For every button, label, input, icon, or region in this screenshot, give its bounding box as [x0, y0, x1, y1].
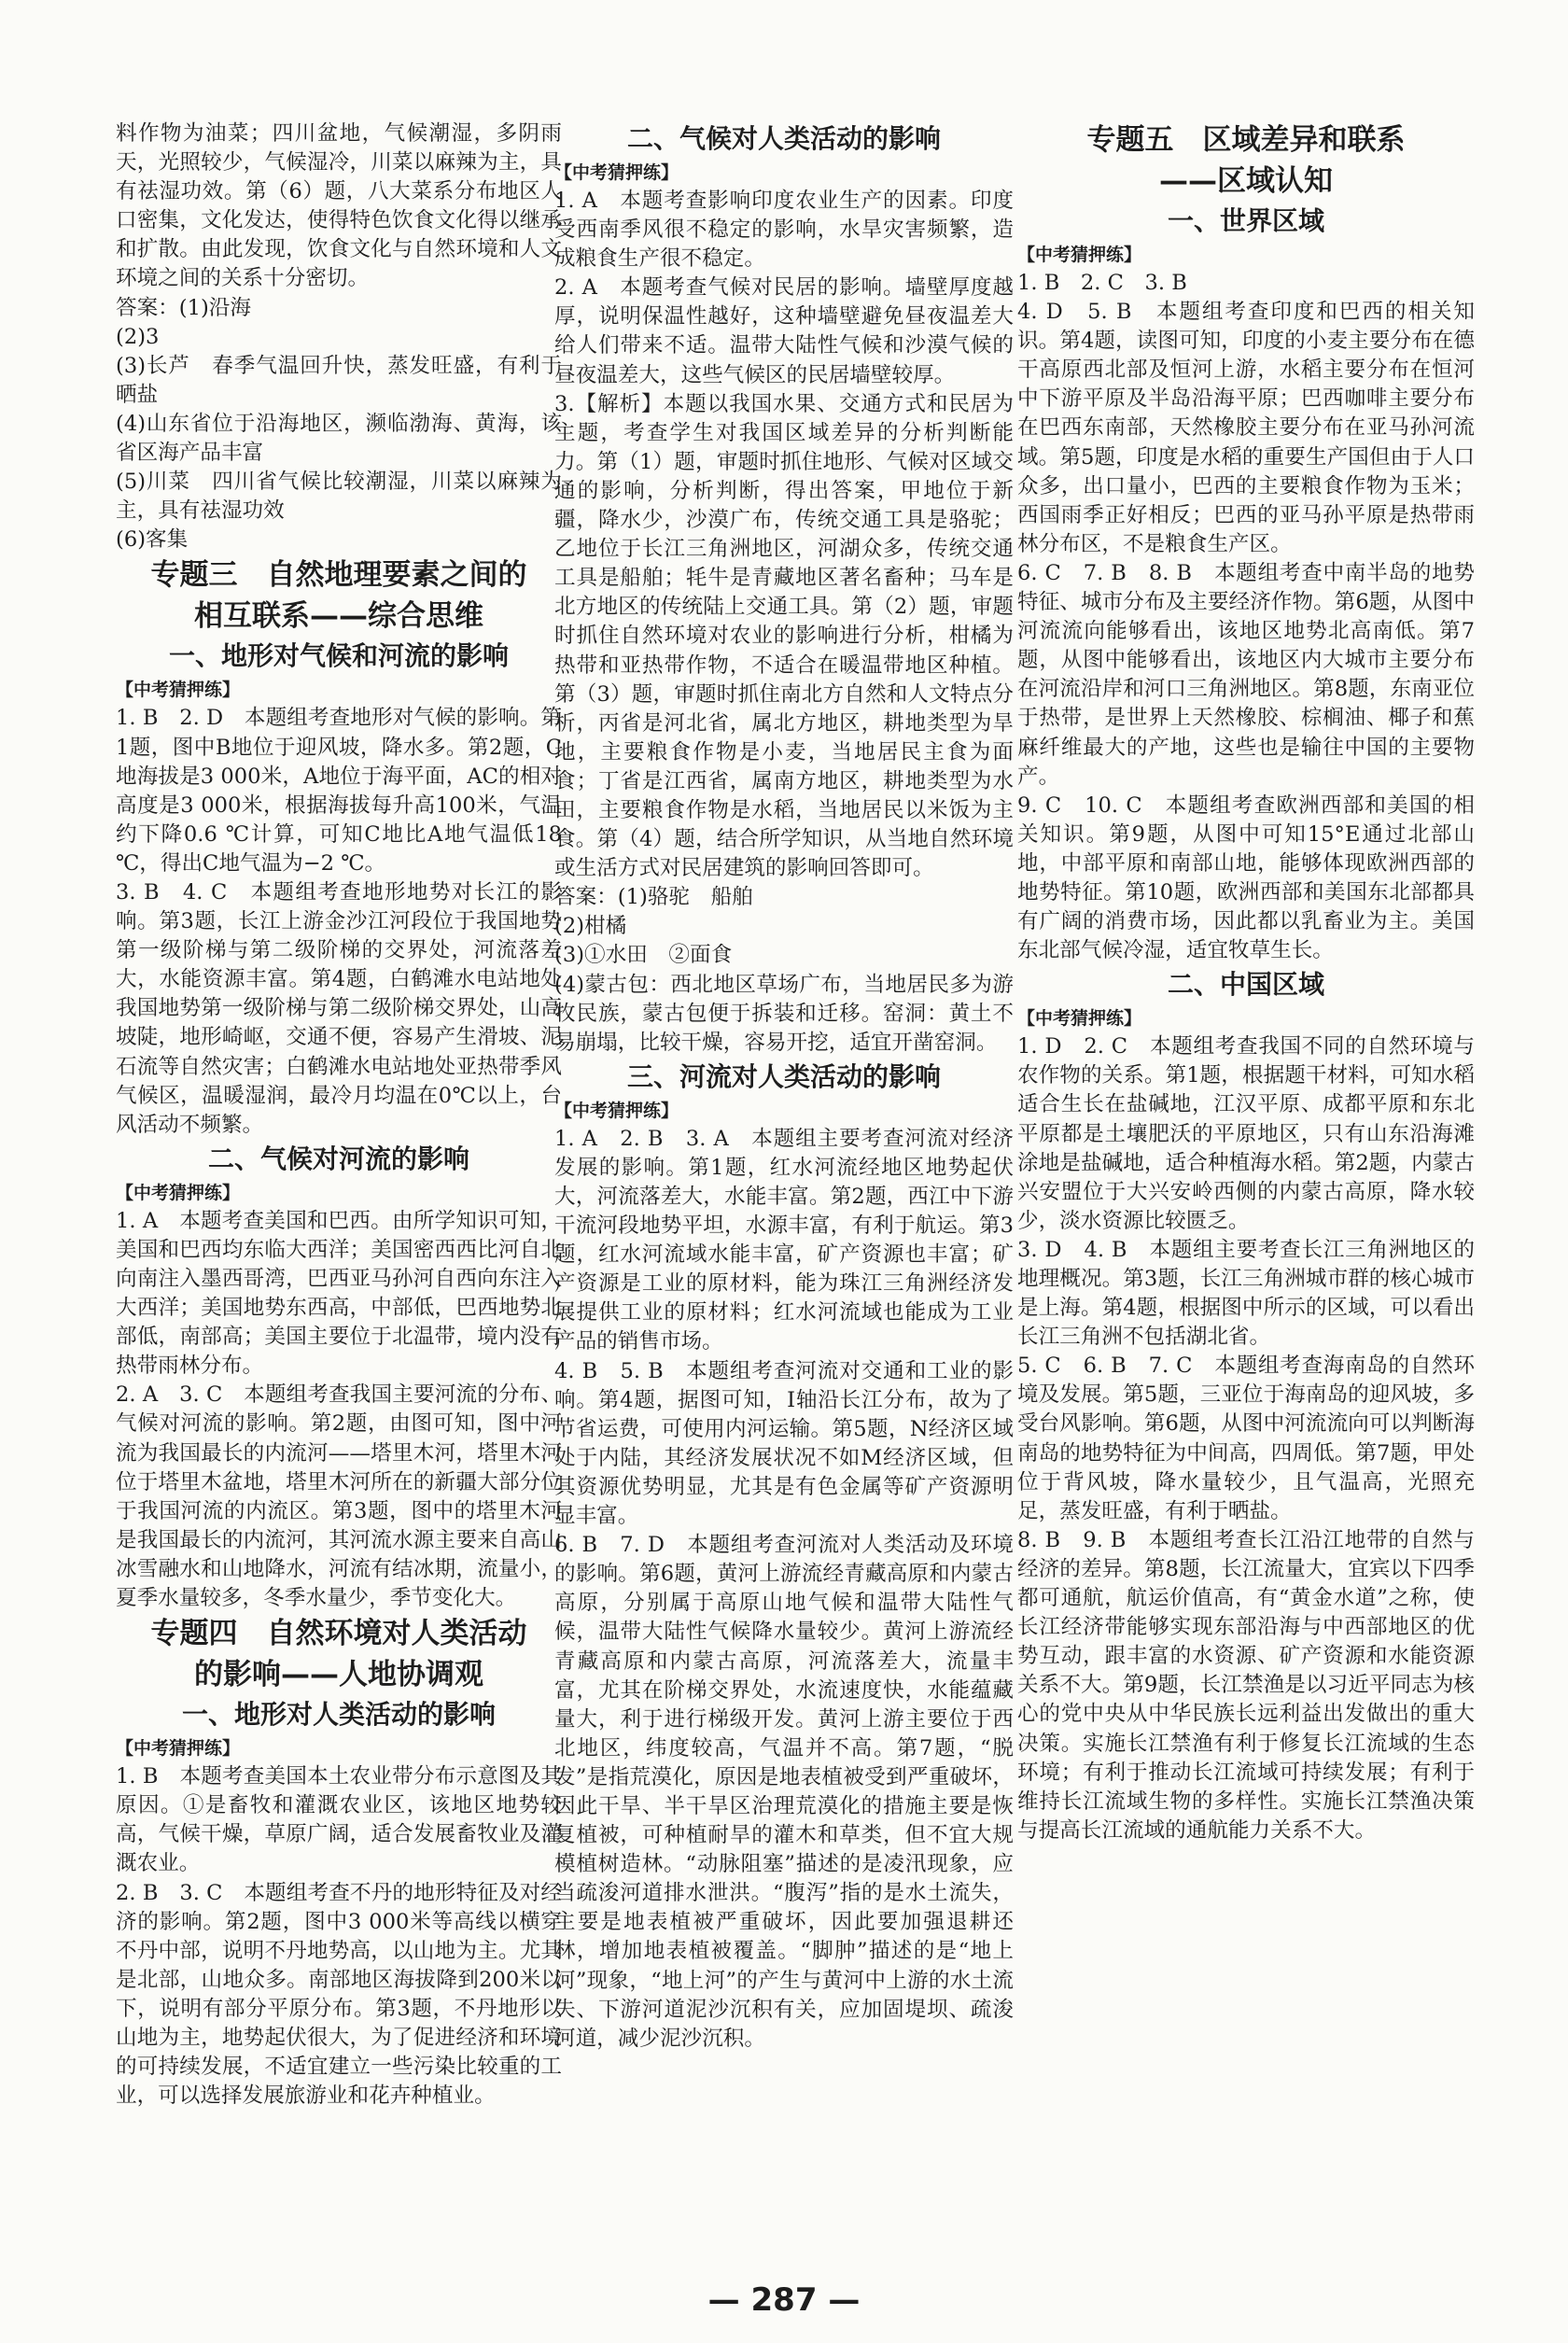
topic-heading-col1-7: 专题三 自然地理要素之间的	[150, 558, 527, 593]
paragraph-col2-2: 1. A 本题考查影响印度农业生产的因素。印度受西南季风很不稳定的影响，水旱灾害频繁，造成粮食生产很不稳定。	[554, 189, 1014, 272]
paragraph-col1-3: (3)长芦 春季气温回升快，蒸发旺盛，有利于晒盐	[116, 353, 562, 407]
column-right	[1017, 119, 1475, 1845]
paragraph-col2-11: 1. A 2. B 3. A 本题组主要考查河流对经济发展的影响。第1题，红水河流经地区地势起伏大，河流落差大，水能丰富。第2题，西江中下游干流河段地势平坦，水源丰富，有利于航运。第3题，红水河流域水能丰富，矿产资源也丰富；矿产资源是工业的原材料，能为珠江三角洲经济发展提供工业的原材料；红水河流域也能成为工业产品的销售市场。	[554, 1126, 1014, 1354]
exercise-tag-col1-10: 【中考猜押练】	[116, 680, 241, 701]
section-heading-col3-2: 一、世界区域	[1167, 205, 1324, 236]
section-heading-col2-9: 三、河流对人类活动的影响	[626, 1060, 941, 1092]
paragraph-col3-5: 4. D 5. B 本题组考查印度和巴西的相关知识。第4题，读图可知，印度的小麦主要分布在德干高原西北部及恒河上游，水稻主要分布在恒河中下游平原及半岛沿海平原；巴西咖啡主要分布在巴西东南部，天然橡胶主要分布在亚马孙河流域。第5题，印度是水稻的重要生产国但由于人口众多，出口量小，巴西的主要粮食作物为玉米；西国雨季正好相反；巴西的亚马孙平原是热带雨林分布区，不是粮食生产区。	[1017, 300, 1475, 556]
exercise-tag-col1-14: 【中考猜押练】	[116, 1182, 241, 1203]
paragraph-col1-16: 2. A 3. C 本题组考查我国主要河流的分布、气候对河流的影响。第2题，由图可知，图中河流为我国最长的内流河——塔里木河，塔里木河位于塔里木盆地，塔里木河所在的新疆大部分位于我国河流的内流区。第3题，图中的塔里木河是我国最长的内流河，其河流水源主要来自高山冰雪融水和山地降水，河流有结冰期，流量小，夏季水量较多，冬季水量少，季节变化大。	[116, 1382, 562, 1611]
exercise-tag-col3-9: 【中考猜押练】	[1017, 1008, 1142, 1030]
paragraph-col1-11: 1. B 2. D 本题组考查地形对气候的影响。第1题，图中B地位于迎风坡，降水多。第2题，C地海拔是3 000米，A地位于海平面，AC的相对高度是3 000米，根据海拔每升高100米，气温约下降0.6 ℃计算，可知C地比A地气温低18 ℃，得出C地气温为−2 ℃。	[116, 706, 562, 876]
paragraph-col3-10: 1. D 2. C 本题组考查我国不同的自然环境与农作物的关系。第1题，根据题干材料，可知水稻适合生长在盐碱地，江汉平原、成都平原和东北平原都是土壤肥沃的平原地区，只有山东沿海滩涂地是盐碱地，适合种植海水稻。第2题，内蒙古兴安盟位于大兴安岭西侧的内蒙古高原，降水较少，淡水资源比较匮乏。	[1017, 1034, 1475, 1233]
section-heading-col1-9: 一、地形对气候和河流的影响	[168, 640, 509, 672]
topic-heading-col1-18: 的影响——人地协调观	[194, 1658, 483, 1692]
exercise-tag-col2-1: 【中考猜押练】	[554, 162, 679, 183]
topic-heading-col1-8: 相互联系——综合思维	[194, 599, 483, 634]
page-number: — 287 —	[707, 2281, 861, 2319]
column-left	[116, 119, 562, 2111]
paragraph-col1-15: 1. A 本题考查美国和巴西。由所学知识可知，美国和巴西均东临大西洋；美国密西西比河自北向南注入墨西哥湾，巴西亚马孙河自西向东注入大西洋；美国地势东西高，中部低，巴西地势北部低，南部高；美国主要位于北温带，境内没有热带雨林分布。	[116, 1208, 562, 1379]
paragraph-col1-22: 2. B 3. C 本题组考查不丹的地形特征及对经济的影响。第2题，图中3 000米等高线以横穿不丹中部，说明不丹地势高，以山地为主。尤其是北部，山地众多。南部地区海拔降到200米以下，说明有部分平原分布。第3题，不丹地形以山地为主，地势起伏很大，为了促进经济和环境的可持续发展，不适宜建立一些污染比较重的工业，可以选择发展旅游业和花卉种植业。	[116, 1880, 562, 2109]
paragraph-col3-12: 5. C 6. B 7. C 本题组考查海南岛的自然环境及发展。第5题，三亚位于海南岛的迎风坡，多受台风影响。第6题，从图中河流流向可以判断海南岛的地势特征为中间高，四周低。第7题，甲处位于背风坡，降水量较少，且气温高，光照充足，蒸发旺盛，有利于晒盐。	[1017, 1354, 1475, 1523]
paragraph-col1-1: 答案：(1)沿海	[116, 295, 251, 320]
paragraph-col1-4: (4)山东省位于沿海地区，濒临渤海、黄海，该省区海产品丰富	[116, 411, 562, 466]
paragraph-col2-13: 6. B 7. D 本题组考查河流对人类活动及环境的影响。第6题，黄河上游流经青藏高原和内蒙古高原，分别属于高原山地气候和温带大陆性气候，温带大陆性气候降水量较少。黄河上游流经青藏高原和内蒙古高原，河流落差大，流量丰富，尤其在阶梯交界处，水流速度快，水能蕴藏量大，利于进行梯级开发。黄河上游主要位于西北地区，纬度较高，气温并不高。第7题，“脱发”是指荒漠化，原因是地表植被受到严重破坏，因此干旱、半干旱区治理荒漠化的措施主要是恢复植被，可种植耐旱的灌木和草类，但不宜大规模植树造林。“动脉阻塞”描述的是凌汛现象，应当疏浚河道排水泄洪。“腹泻”指的是水土流失，主要是地表植被严重破坏，因此要加强退耕还林，增加地表植被覆盖。“脚肿”描述的是“地上河”现象，“地上河”的产生与黄河中上游的水土流失、下游河道泥沙沉积有关，应加固堤坝、疏浚河道，减少泥沙沉积。	[554, 1533, 1014, 2051]
paragraph-col2-8: (4)蒙古包：西北地区草场广布，当地居民多为游牧民族，蒙古包便于拆装和迁移。窑洞：黄土不易崩塌，比较干燥，容易开挖，适宜开凿窑洞。	[554, 972, 1014, 1055]
paragraph-col2-4: 3.【解析】本题以我国水果、交通方式和民居为主题，考查学生对我国区域差异的分析判断能力。第（1）题，审题时抓住地形、气候对区域交通的影响，分析判断，得出答案，甲地位于新疆，降水少，沙漠广布，传统交通工具是骆驼；乙地位于长江三角洲地区，河湖众多，传统交通工具是船舶；牦牛是青藏地区著名畜种；马车是北方地区的传统陆上交通工具。第（2）题，审题时抓住自然环境对农业的影响进行分析，柑橘为热带和亚热带作物，不适合在暖温带地区种植。第（3）题，审题时抓住南北方自然和人文特点分析，丙省是河北省，属北方地区，耕地类型为旱地，主要粮食作物是小麦，当地居民主食为面食；丁省是江西省，属南方地区，耕地类型为水田，主要粮食作物是水稻，当地居民以米饭为主食。第（4）题，结合所学知识，从当地自然环境或生活方式对民居建筑的影响回答即可。	[554, 391, 1014, 881]
paragraph-col2-7: (3)①水田 ②面食	[554, 943, 733, 968]
paragraph-col1-21: 1. B 本题考查美国本土农业带分布示意图及其原因。①是畜牧和灌溉农业区，该地区地势较高，气候干燥，草原广阔，适合发展畜牧业及灌溉农业。	[116, 1764, 562, 1876]
paragraph-col1-5: (5)川菜 四川省气候比较潮湿，川菜以麻辣为主，具有祛湿功效	[116, 470, 562, 524]
exercise-tag-col1-20: 【中考猜押练】	[116, 1738, 241, 1760]
topic-heading-col3-0: 专题五 区域差异和联系	[1086, 123, 1406, 157]
paragraph-col3-13: 8. B 9. B 本题组考查长江沿江地带的自然与经济的差异。第8题，长江流量大，宜宾以下四季都可通航，航运价值高，有“黄金水道”之称，使长江经济带能够实现东部沿海与中西部地区的优势互动，跟丰富的水资源、矿产资源和水能资源关系不大。第9题，长江禁渔是以习近平同志为核心的党中央从中华民族长远利益出发做出的重大决策。实施长江禁渔有利于修复长江流域的生态环境；有利于推动长江流域可持续发展；有利于维持长江流域生物的多样性。实施长江禁渔决策与提高长江流域的通航能力关系不大。	[1017, 1527, 1475, 1843]
exercise-tag-col3-3: 【中考猜押练】	[1017, 245, 1142, 265]
paragraph-col1-2: (2)3	[116, 324, 160, 349]
paragraph-col2-6: (2)柑橘	[554, 914, 627, 939]
topic-heading-col1-17: 专题四 自然环境对人类活动	[150, 1617, 527, 1651]
paragraph-col1-6: (6)客集	[116, 527, 189, 553]
paragraph-col2-5: 答案：(1)骆驼 船舶	[554, 885, 753, 910]
section-heading-col2-0: 二、气候对人类活动的影响	[626, 123, 941, 154]
section-heading-col1-13: 二、气候对河流的影响	[207, 1143, 469, 1174]
topic-heading-col3-1: ——区域认知	[1159, 164, 1333, 198]
paragraph-col1-0: 料作物为油菜；四川盆地，气候潮湿，多阴雨天，光照较少，气候湿冷，川菜以麻辣为主，具有祛湿功效。第（6）题，八大菜系分布地区人口密集，文化发达，使得特色饮食文化得以继承和扩散。由此发现，饮食文化与自然环境和人文环境之间的关系十分密切。	[116, 121, 562, 291]
paragraph-col3-11: 3. D 4. B 本题组主要考查长江三角洲地区的地理概况。第3题，长江三角洲城市群的核心城市是上海。第4题，根据图中所示的区域，可以看出长江三角洲不包括湖北省。	[1017, 1237, 1475, 1350]
section-heading-col1-19: 一、地形对人类活动的影响	[181, 1699, 496, 1731]
paragraph-col3-6: 6. C 7. B 8. B 本题组考查中南半岛的地势特征、城市分布及主要经济作物。第6题，从图中河流流向能够看出，该地区地势北高南低。第7题，从图中能够看出，该地区内大城市主要分布在河流沿岸和河口三角洲地区。第8题，东南亚位于热带，是世界上天然橡胶、棕榈油、椰子和蕉麻纤维最大的产地，这些也是输往中国的主要物产。	[1017, 560, 1475, 789]
column-middle	[554, 119, 1014, 2054]
paragraph-col2-12: 4. B 5. B 本题组考查河流对交通和工业的影响。第4题，据图可知，Ⅰ轴沿长江分布，故为了节省运费，可使用内河运输。第5题，N经济区域处于内陆，其经济发展状况不如M经济区域，但其资源优势明显，尤其是有色金属等矿产资源明显丰富。	[554, 1358, 1014, 1529]
paragraph-col3-4: 1. B 2. C 3. B	[1017, 271, 1187, 295]
paragraph-col3-7: 9. C 10. C 本题组考查欧洲西部和美国的相关知识。第9题，从图中可知15°E通过北部山地，中部平原和南部山地，能够体现欧洲西部的地势特征。第10题，欧洲西部和美国东北部都具有广阔的消费市场，因此都以乳畜业为主。美国东北部气候冷湿，适宜牧草生长。	[1017, 793, 1475, 963]
exercise-tag-col2-10: 【中考猜押练】	[554, 1100, 679, 1121]
paragraph-col2-3: 2. A 本题考查气候对民居的影响。墙壁厚度越厚，说明保温性越好，这种墙壁避免昼夜温差大给人们带来不适。温带大陆性气候和沙漠气候的昼夜温差大，这些气候区的民居墙壁较厚。	[554, 275, 1014, 387]
section-heading-col3-8: 二、中国区域	[1167, 969, 1324, 1001]
paragraph-col1-12: 3. B 4. C 本题组考查地形地势对长江的影响。第3题，长江上游金沙江河段位于我国地势第一级阶梯与第二级阶梯的交界处，河流落差大，水能资源丰富。第4题，白鹤滩水电站地处我国地势第一级阶梯与第二级阶梯交界处，山高坡陡，地形崎岖，交通不便，容易产生滑坡、泥石流等自然灾害；白鹤滩水电站地处亚热带季风气候区，温暖湿润，最冷月均温在0℃以上，台风活动不频繁。	[116, 879, 562, 1137]
